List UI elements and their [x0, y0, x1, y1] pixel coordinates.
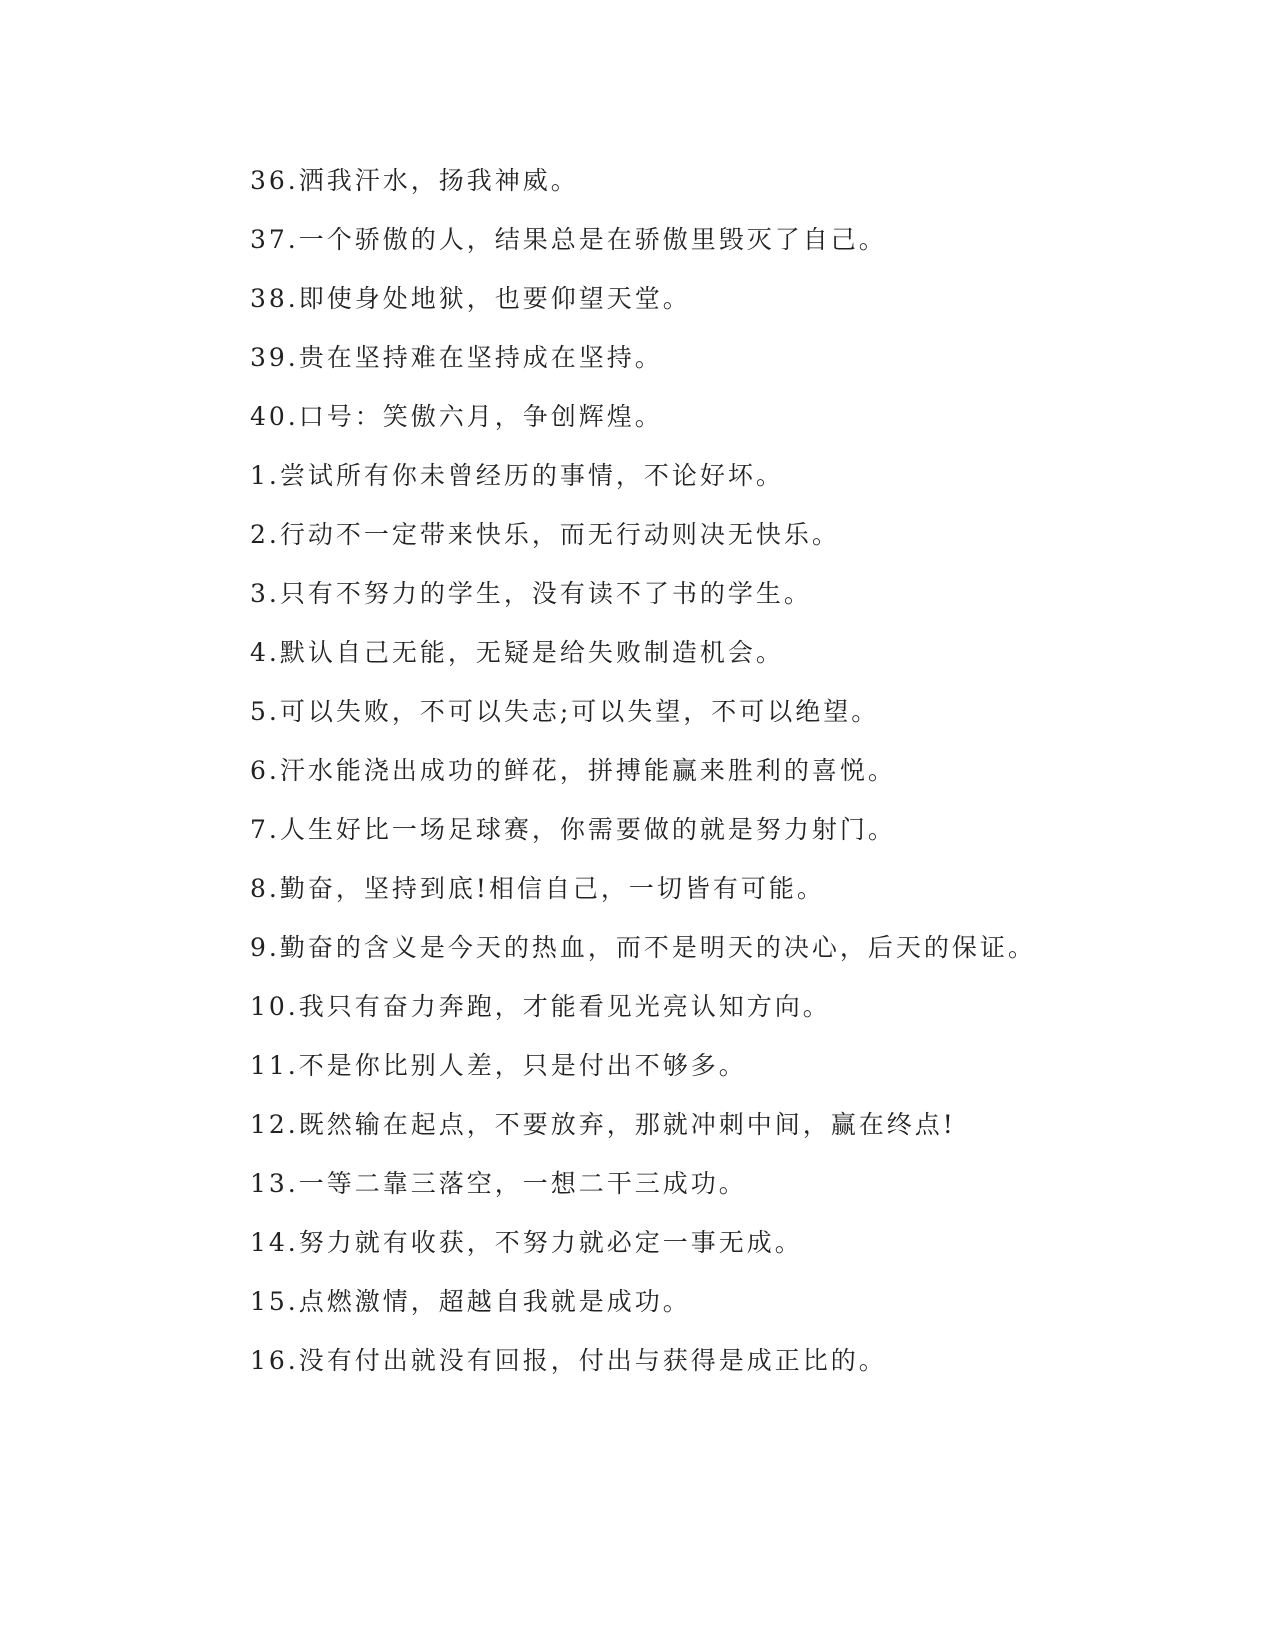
quote-line: 1.尝试所有你未曾经历的事情，不论好坏。 — [250, 461, 784, 490]
quote-line: 14.努力就有收获，不努力就必定一事无成。 — [250, 1228, 803, 1257]
quote-line: 40.口号：笑傲六月，争创辉煌。 — [250, 402, 663, 431]
quote-line: 38.即使身处地狱，也要仰望天堂。 — [250, 284, 691, 313]
quote-line: 16.没有付出就没有回报，付出与获得是成正比的。 — [250, 1346, 887, 1375]
quote-line: 11.不是你比别人差，只是付出不够多。 — [250, 1051, 747, 1080]
quote-line: 13.一等二靠三落空，一想二干三成功。 — [250, 1169, 747, 1198]
quote-line: 37.一个骄傲的人，结果总是在骄傲里毁灭了自己。 — [250, 225, 887, 254]
quote-line: 15.点燃激情，超越自我就是成功。 — [250, 1287, 691, 1316]
quote-line: 3.只有不努力的学生，没有读不了书的学生。 — [250, 579, 812, 608]
quote-line: 6.汗水能浇出成功的鲜花，拼搏能赢来胜利的喜悦。 — [250, 756, 896, 785]
quote-line: 39.贵在坚持难在坚持成在坚持。 — [250, 343, 663, 372]
quote-line: 4.默认自己无能，无疑是给失败制造机会。 — [250, 638, 784, 667]
quote-line: 2.行动不一定带来快乐，而无行动则决无快乐。 — [250, 520, 840, 549]
quote-line: 5.可以失败，不可以失志;可以失望，不可以绝望。 — [250, 697, 880, 726]
quote-line: 9.勤奋的含义是今天的热血，而不是明天的决心，后天的保证。 — [250, 933, 1036, 962]
quote-list — [250, 163, 1150, 1402]
quote-line: 8.勤奋，坚持到底!相信自己，一切皆有可能。 — [250, 874, 825, 903]
quote-line: 10.我只有奋力奔跑，才能看见光亮认知方向。 — [250, 992, 831, 1021]
quote-line: 36.洒我汗水，扬我神威。 — [250, 166, 579, 195]
quote-line: 12.既然输在起点，不要放弃，那就冲刺中间，赢在终点! — [250, 1110, 956, 1139]
quote-line: 7.人生好比一场足球赛，你需要做的就是努力射门。 — [250, 815, 896, 844]
